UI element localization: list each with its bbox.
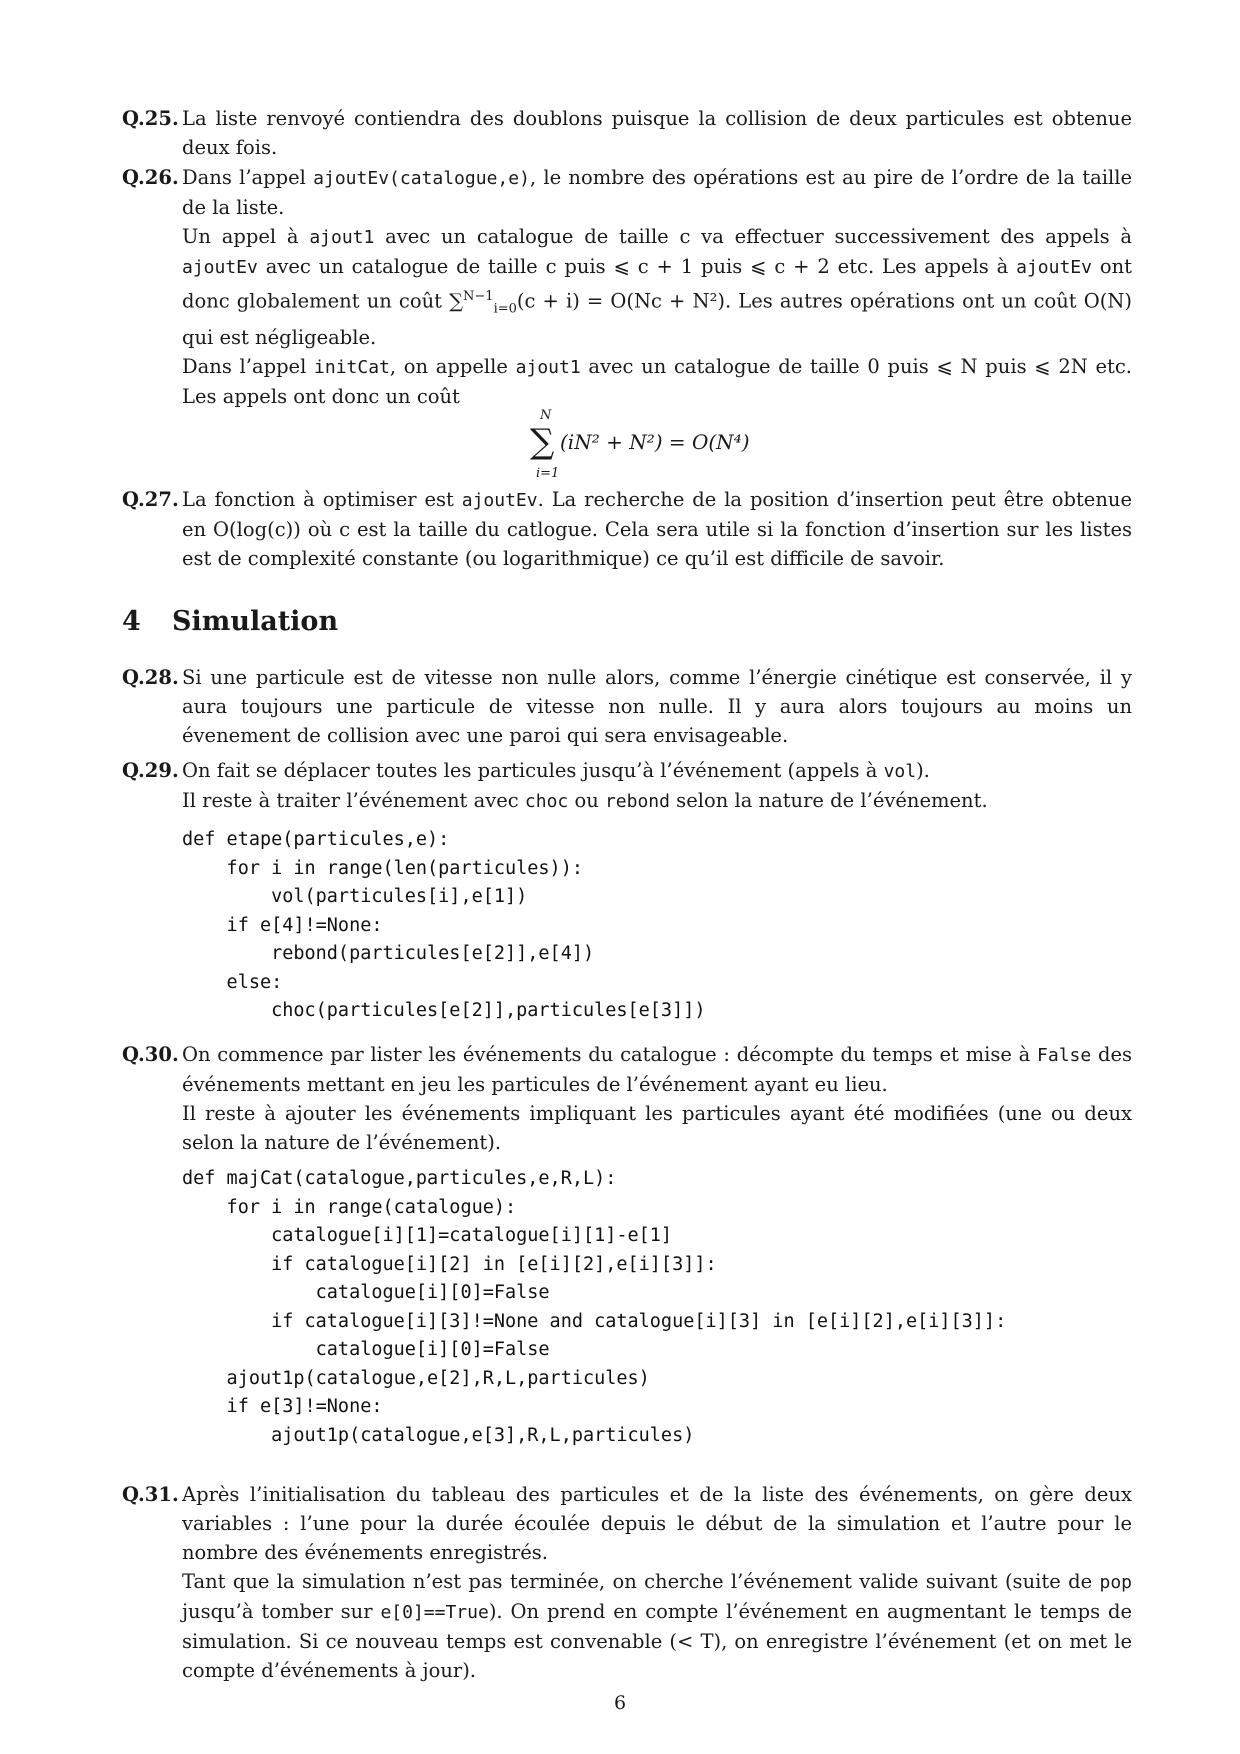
- answer-paragraph-3: Dans l’appel initCat, on appelle ajout1 avec un catalogue de taille 0 puis ⩽ N puis ⩽ 2N etc. Les appels ont donc un coût: [182, 355, 1132, 409]
- question-label: Q.28.: [122, 666, 179, 689]
- answer-paragraph-2: Tant que la simulation n’est pas terminée, on cherche l’événement valide suivant (suite de pop jusqu’à tomber sur e[0]==True). On prend en compte l’événement en augmentant le temps de simulation. Si ce nouveau temps est convenable (< T), on enregistre l’événement (et on met le compte d’événements à jour).: [182, 1570, 1132, 1682]
- inline-code: choc: [524, 791, 569, 812]
- sum-upper-bound: N: [540, 408, 552, 423]
- question-label: Q.30.: [122, 1043, 179, 1066]
- summation-symbol: ∑: [530, 422, 555, 462]
- answer-text: La liste renvoyé contiendra des doublons puisque la collision de deux particules est obtenue deux fois.: [182, 107, 1132, 159]
- code-block-etape: def etape(particules,e): for i in range(len(particules)): vol(particules[i],e[1]) if e[4]!=None: rebond(particules[e[2]],e[4]) else: choc(particules[e[2]],particules[e[3]]): [182, 829, 706, 1021]
- inline-code: e[0]==True: [380, 1602, 489, 1623]
- question-26: [122, 163, 1132, 411]
- question-25: [122, 104, 1132, 162]
- answer-paragraph-1: Dans l’appel ajoutEv(catalogue,e), le nombre des opérations est au pire de l’ordre de la taille de la liste.: [182, 166, 1132, 219]
- question-31: [122, 1480, 1132, 1685]
- answer-line-1: On fait se déplacer toutes les particules jusqu’à l’événement (appels à vol).: [182, 759, 930, 782]
- code-block-majcat: def majCat(catalogue,particules,e,R,L): for i in range(catalogue): catalogue[i][1]=catalogue[i][1]-e[1] if catalogue[i][2] in [e[i][2],e[i][3]]: catalogue[i][0]=False if catalogue[i][3]!=None and catalogue[i][3] in [e[i][2],e[i][3]]: catalogue[i][0]=False ajout1p(catalogue,e[2],R,L,particules) if e[3]!=None: ajout1p(catalogue,e[3],R,L,particules): [182, 1168, 1007, 1446]
- question-label: Q.29.: [122, 759, 179, 782]
- inline-code: ajout1: [309, 227, 375, 248]
- section-heading: [122, 605, 338, 639]
- page-number: 6: [613, 1692, 627, 1714]
- sum-lower-bound: i=0: [493, 301, 517, 317]
- answer-paragraph-1: On commence par lister les événements du catalogue : décompte du temps et mise à False des événements mettant en jeu les particules de l’événement ayant eu lieu.: [182, 1043, 1132, 1096]
- formula-expression: (iN² + N²) = O(N⁴): [560, 430, 750, 454]
- section-number: 4: [122, 606, 141, 637]
- inline-code: vol: [883, 761, 917, 782]
- sum-lower-bound: i=1: [536, 466, 560, 481]
- inline-code: ajoutEv: [461, 490, 538, 511]
- answer-paragraph-1: Après l’initialisation du tableau des particules et de la liste des événements, on gère deux variables : l’une pour la durée écoulée depuis le début de la simulation et l’autre pour le nombre des événements enregistrés.: [182, 1483, 1132, 1564]
- inline-code: initCat: [314, 357, 390, 379]
- inline-code: ajoutEv(catalogue,e): [313, 168, 530, 189]
- inline-code: pop: [1099, 1572, 1132, 1593]
- section-title: Simulation: [172, 606, 339, 637]
- question-29: [122, 756, 1132, 816]
- inline-code: False: [1037, 1045, 1092, 1066]
- answer-line-2: Il reste à traiter l’événement avec choc ou rebond selon la nature de l’événement.: [182, 789, 988, 812]
- question-27: [122, 485, 1132, 573]
- answer-paragraph-2: Un appel à ajout1 avec un catalogue de taille c va effectuer successivement des appels à ajoutEv avec un catalogue de taille c puis ⩽ c + 1 puis ⩽ c + 2 etc. Les appels à ajoutEv ont donc globalement un coût ∑$^{N-1}_{i=0}$(c + i) = O(Nc + N²). Les autres opérations ont un coût O(N) qui est négligeable.: [182, 225, 1133, 350]
- sum-upper-bound: N−1: [463, 289, 494, 304]
- question-label: Q.31.: [122, 1483, 179, 1506]
- inline-code: ajout1: [515, 357, 581, 379]
- question-28: [122, 663, 1132, 750]
- question-label: Q.27.: [122, 488, 179, 511]
- answer-paragraph-2: Il reste à ajouter les événements impliquant les particules ayant été modifiées (une ou deux selon la nature de l’événement).: [182, 1102, 1132, 1154]
- answer-text: La fonction à optimiser est ajoutEv. La recherche de la position d’insertion peut être obtenue en O(log(c)) où c est la taille du catlogue. Cela sera utile si la fonction d’insertion sur les listes est de complexité constante (ou logarithmique) ce qu’il est difficile de savoir.: [182, 488, 1132, 570]
- question-label: Q.26.: [122, 166, 179, 189]
- question-label: Q.25.: [122, 107, 179, 130]
- inline-code: ajoutEv: [1016, 257, 1092, 278]
- inline-code: rebond: [604, 791, 670, 812]
- question-30: [122, 1040, 1132, 1157]
- inline-code: ajoutEv: [182, 257, 258, 278]
- answer-text: Si une particule est de vitesse non nulle alors, comme l’énergie cinétique est conservée, il y aura toujours une particule de vitesse non nulle. Il y aura alors toujours au moins un évenement de collision avec une paroi qui sera envisageable.: [182, 666, 1132, 747]
